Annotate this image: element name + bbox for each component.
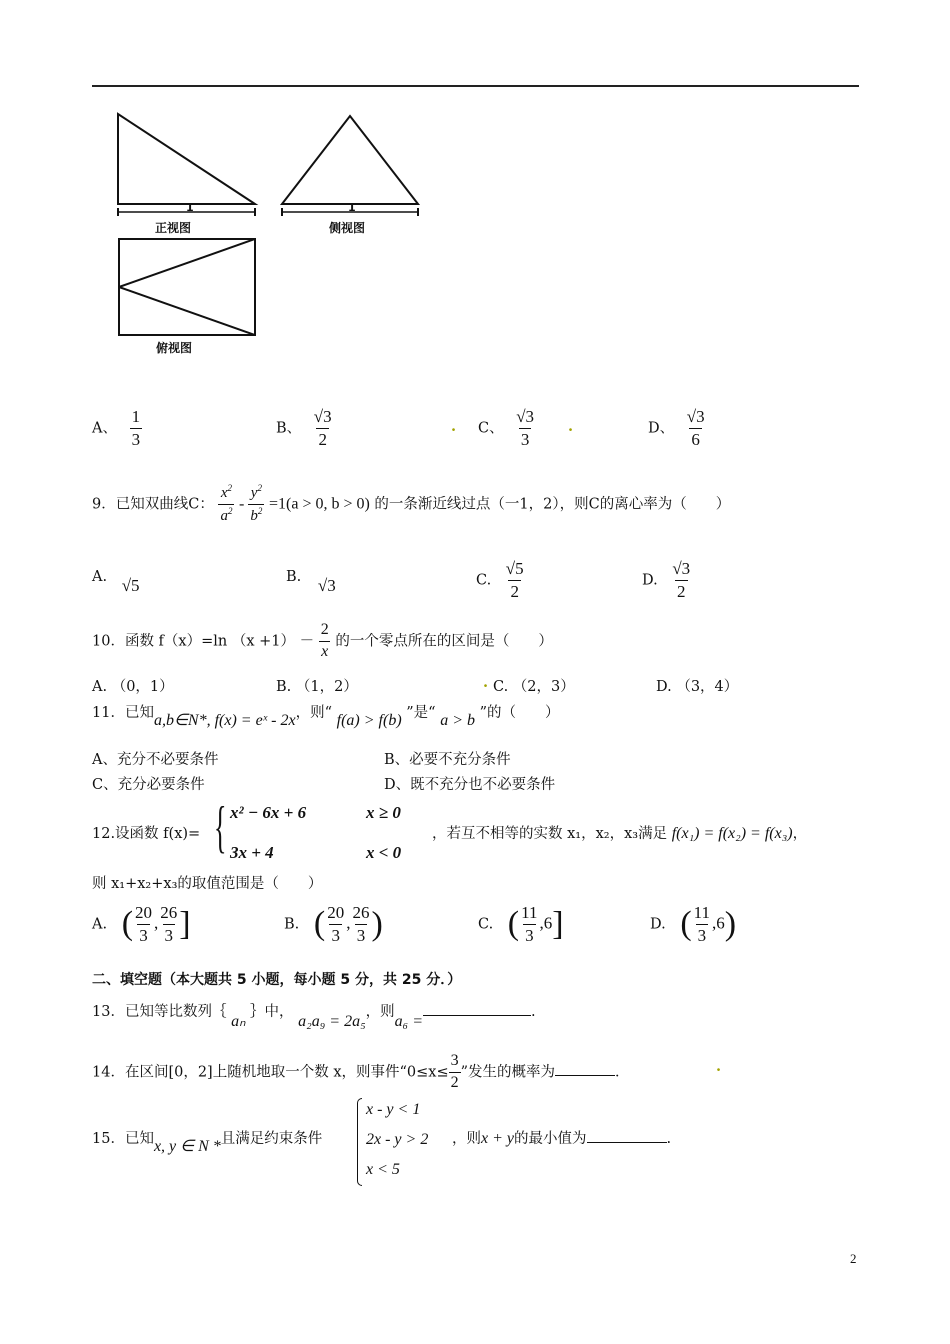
top-view-caption: 俯视图 [156,341,193,355]
q9-option-a: A. √5 [92,569,140,595]
q10-option-d: D. （3，4） [656,679,739,695]
q12-option-b: B. ( $\frac{20}{3}$ , $\frac{26}{3}$ ) [284,903,383,945]
q12-option-a: A. ( $\frac{20}{3}$ , $\frac{26}{3}$ ] [92,903,191,945]
header-rule [92,85,859,87]
side-view-shape [282,116,418,204]
front-view-shape [118,114,255,204]
stray-dot: . [483,674,489,691]
q13-stem: 13．已知等比数列｛ aₙ ｝中， a₂a₉ = 2a₅，则a₆ =. [92,1004,536,1030]
q15-brace [357,1098,362,1186]
q15-constraint-1: x - y < 1 [366,1101,421,1118]
q15-stem-b: ，则x + y的最小值为 . [452,1130,672,1147]
q12-case2-expr: 3x + 4 [230,843,274,862]
q13-answer-blank[interactable] [423,1015,531,1016]
q8-option-a: A、 $\frac{1}{3}$ [92,407,141,449]
q12-case1-cond: x ≥ 0 [366,803,401,822]
stray-dot: . [716,1058,722,1075]
q10-option-b: B. （1，2） [276,679,358,695]
q8-option-d: D、 $\frac{√3}{6}$ [648,407,705,449]
q14-stem: 14．在区间[0，2]上随机地取一个数 x，则事件“0≤x≤ $\frac{3}{2}$ ”发生的概率为 ． [92,1052,630,1091]
q8-option-b: B、 $\frac{√3}{2}$ [276,407,332,449]
q10-option-a: A. （0，1） [92,679,174,695]
q9-stem: 9．已知双曲线C： $\frac{x^2}{a^2}$ - $\frac{y^2}{b^2}$ =1(a > 0, b > 0) 的一条渐近线过点（一1，2），则C的离心率为（ ） [92,483,731,524]
q12-case2-cond: x < 0 [366,843,402,862]
front-dimension-label: 1 [186,201,194,214]
q9-frac-y: $\frac{y^2}{b^2}$ [250,483,263,524]
side-view-caption: 侧视图 [329,221,366,235]
q12-stem-a: 12.设函数 f(x)= [92,826,201,842]
side-dimension-label: 1 [348,201,356,214]
q11-option-b: B、必要不充分条件 [384,752,511,768]
q11-stem: 11．已知a,b∈N*, f(x) = eˣ - 2x，则“ f(a) > f(b) ”是“ a > b ”的（ ） [92,705,560,729]
q12-option-d: D. ( $\frac{11}{3}$ ,6) [650,903,737,945]
q11-option-d: D、既不充分也不必要条件 [384,777,556,793]
q12-brace: { [214,795,227,860]
q15-constraint-3: x < 5 [366,1161,400,1178]
page-number: 2 [850,1251,857,1266]
q15-constraint-2: 2x - y > 2 [366,1131,429,1148]
front-view-caption: 正视图 [155,221,192,235]
q9-option-b: B. √3 [286,569,336,595]
q12-line2: 则 x₁+x₂+x₃的取值范围是（ ） [92,876,323,892]
q8-option-c: C、 $\frac{√3}{3}$ [478,407,535,449]
q12-case1-expr: x² − 6x + 6 [230,803,307,822]
q9-option-d: D. $\frac{√3}{2}$ [642,559,691,601]
q11-option-c: C、充分必要条件 [92,777,205,793]
q11-option-a: A、充分不必要条件 [92,752,219,768]
q10-stem: 10．函数 f（x）=ln （x +1） － $\frac{2}{x}$ 的一个零点所在的区间是（ ） [92,621,553,660]
q9-option-c: C. $\frac{√5}{2}$ [476,559,524,601]
section-heading: 二、填空题（本大题共 5 小题，每小题 5 分，共 25 分．） [92,972,462,988]
q15-stem-a: 15．已知x, y ∈ N *且满足约束条件 [92,1131,323,1155]
q9-frac-x: $\frac{x^2}{a^2}$ [220,483,233,524]
q12-option-c: C. ( $\frac{11}{3}$ ,6] [478,903,564,945]
q12-stem-b: ，若互不相等的实数 x₁，x₂，x₃满足 f(x₁) = f(x₂) = f(x₃)， [432,825,808,842]
stray-dot: . [451,418,457,435]
top-view-shape [119,239,255,335]
q14-answer-blank[interactable] [555,1075,615,1076]
stray-dot: . [568,418,574,435]
q15-answer-blank[interactable] [587,1142,667,1143]
q10-option-c: C. （2，3） [493,679,575,695]
